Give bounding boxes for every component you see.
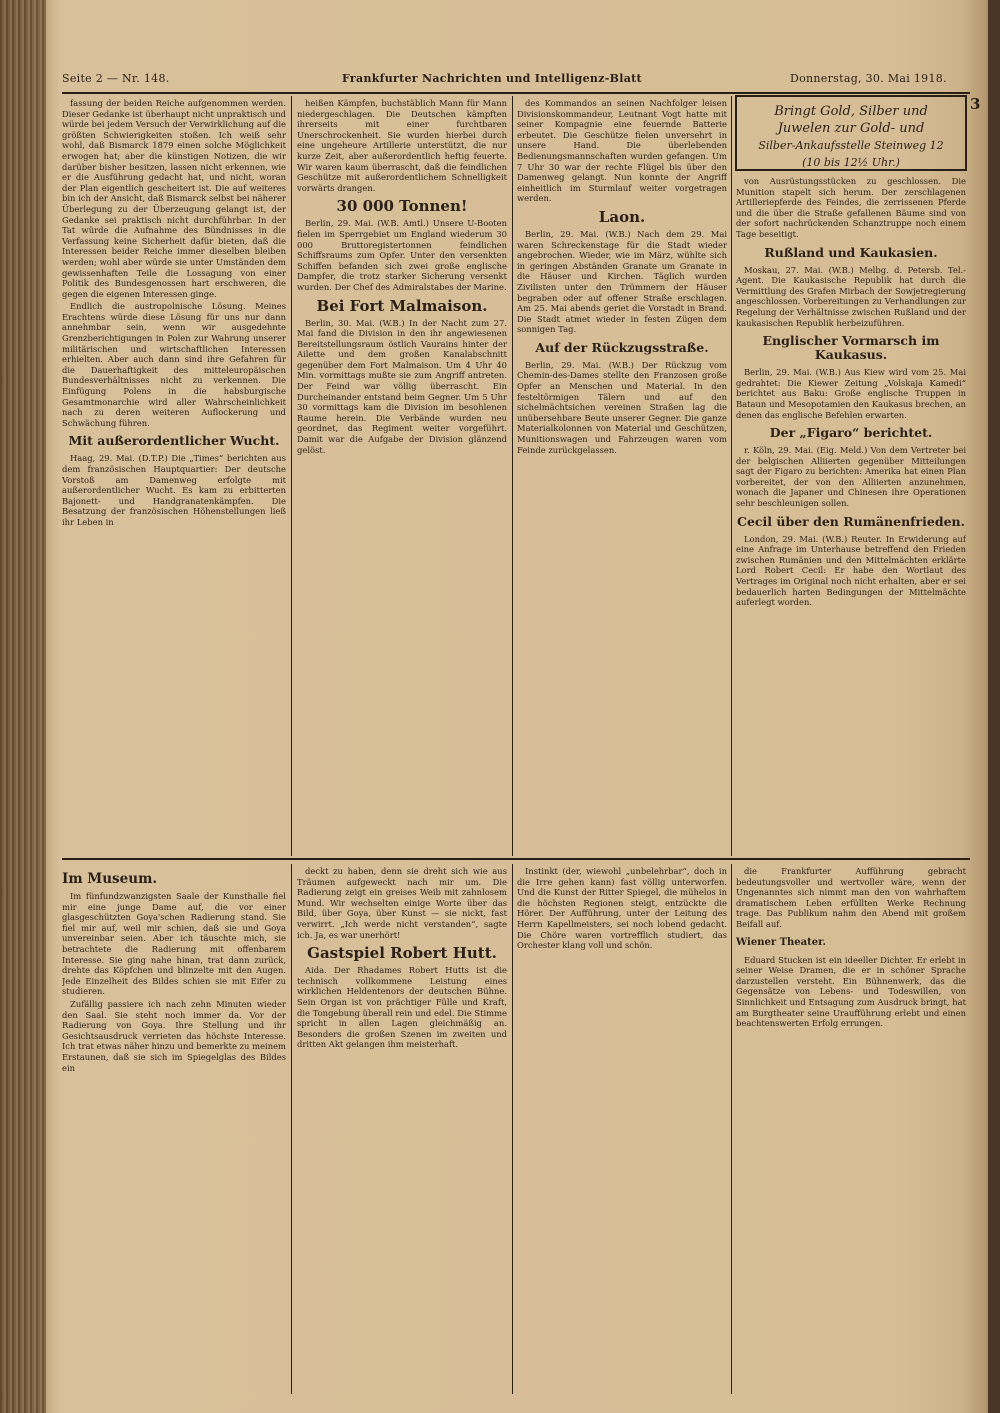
feuilleton-text: die Frankfurter Aufführung gebracht bedeutungsvoller und wertvoller wäre, wenn der Ungenanntes sich nimmt man den von wahrhaftem dramatischem Leben erfüllten Werke Rechnung trage. Das Publikum nahm den Abend mit großem Beifall auf. (736, 866, 966, 929)
column-3 (517, 98, 727, 854)
article-heading: 30 000 Tonnen! (336, 197, 468, 216)
ad-line: Bringt Gold, Silber und (774, 104, 928, 119)
feuilleton-rule (62, 858, 970, 860)
article-text: des Kommandos an seinen Nachfolger leisen Divisionskommandeur, Leutnant Vogt hatte mit seiner Kompagnie eine feuernde Batterie erbeutet. Die Geschütze fielen unversehrt in unsere Hand. Die überlebenden Bedienungsmannschaften wurden gefangen. Um 7 Uhr 30 war der rechte Flügel bis über den Damenweg gelangt. Nun konnte der Angriff einheitlich im Sturmlauf weiter vorgetragen werden. (517, 98, 727, 204)
feuilleton-text: Eduard Stucken ist ein ideeller Dichter. Er erlebt in seiner Weise Dramen, die er in schöner Sprache darzustellen versteht. Ein Bühnenwerk, das die Gegensätze von Lebens- und Todeswillen, von Sinnlichkeit und Entsagung zum Ausdruck bringt, hat am Burgtheater seine Uraufführung erlebt und einen beachtenswerten Erfolg errungen. (736, 954, 966, 1029)
column-rule (731, 864, 732, 1394)
page-right-edge (988, 0, 1000, 1413)
column-rule (731, 96, 732, 856)
column-2 (297, 98, 507, 854)
article-heading: Mit außerordentlicher Wucht. (68, 433, 280, 449)
article-heading: Laon. (598, 207, 646, 226)
article-text: r. Köln, 29. Mai. (Eig. Meld.) Von dem Vertreter bei der belgischen Alliierten gegenüber Mitteilungen sagt der Figaro zu berichten: Amerika hat einen Plan vorbereitet, der von den Alliierten anzunehmen, wonach die Japaner und Chinesen ihre Operationen sehr beschleunigen sollen. (736, 445, 966, 509)
feuilleton-text: Zufällig passiere ich nach zehn Minuten wieder den Saal. Sie steht noch immer da. Vor der Radierung von Goya. Ihre Stellung und ihr Gesichtsausdruck verrieten das höchste Interesse. Ich trat etwas näher hinzu und bemerkte zu meinem Erstaunen, daß sie sich im Spiegelglas des Bildes ein (62, 998, 286, 1073)
article-text: London, 29. Mai. (W.B.) Reuter. In Erwiderung auf eine Anfrage im Unterhause betreffend den Frieden zwischen Rumänien und den Mittelmächten erklärte Lord Robert Cecil: Er habe den Wortlaut des Vertrages im Original noch nicht erhalten, aber er sei bedauerlich harten Bedingungen der Mittelmächte auferlegt worden. (736, 533, 966, 608)
header-rule (62, 92, 970, 94)
feuilleton-column-4 (736, 866, 966, 1394)
article-heading: Auf der Rückzugsstraße. (535, 339, 709, 355)
feuilleton-heading: Im Museum. (62, 871, 158, 887)
article-text: Berlin, 29. Mai. (W.B.) Der Rückzug vom Chemin-des-Dames stellte den Franzosen große Opfer an Menschen und Material. In den festeltörmigen Tälern und auf den sichelmächtsichen vereinen Straßen lag die unübersehbare Beute unserer Gegner. Die ganze Materialkolonnen von Material und Geschützen, Munitionswagen und Fahrzeugen waren vom Feinde zurückgelassen. (517, 359, 727, 455)
article-heading: Rußland und Kaukasien. (764, 244, 938, 260)
gold-purchase-advertisement (735, 95, 967, 171)
feuilleton-text: deckt zu haben, denn sie dreht sich wie aus Träumen aufgeweckt nach mir um. Die Radierung zeigt ein greises Weib mit zahnlosem Mund. Wir wechselten einige Worte über das Bild, über Goya, über Kunst — sie nickt, fast verwirrt. „Ich werde nicht verstanden“, sagte ich. Ja, es war unerhört! (297, 866, 507, 940)
column-rule (512, 864, 513, 1394)
feuilleton-text: Aida. Der Rhadames Robert Hutts ist die technisch vollkommene Leistung eines wirklichen Heldentenors der deutschen Bühne. Sein Organ ist von prächtiger Fülle und Kraft, die Tongebung überall rein und edel. Die Stimme spricht in allen Lagen gleichmäßig an. Besonders die großen Szenen im zweiten und dritten Akt gelangen ihm meisterhaft. (297, 965, 507, 1050)
feuilleton-column-3 (517, 866, 727, 1394)
article-heading: Cecil über den Rumänenfrieden. (737, 513, 965, 529)
article-text: Moskau, 27. Mai. (W.B.) Melbg. d. Petersb. Tel.-Agent. Die Kaukasische Republik hat durch die Vermittlung des Grafen Mirbach der Sowjetregierung angeschlossen. Vorbereitungen zu Verhandlungen zur Regelung der Verhältnisse zwischen Rußland und der kaukasischen Republik herbeizuführen. (736, 264, 966, 328)
feuilleton-text: Im fünfundzwanzigsten Saale der Kunsthalle fiel mir eine junge Dame auf, die vor einer glasgeschützten Goya'schen Radierung stand. Sie fiel mir auf, weil mir schien, daß sie und Goya unvereinbar seien. Aber ich täuschte mich, sie betrachtete die Radierung mit offenbarem Interesse. Sie ging nahe hinan, trat dann zurück, drehte das Köpfchen und blinzelte mit den Augen. Jede Einzelheit des Bildes schien sie mit Eifer zu studieren. (62, 891, 286, 997)
article-text: Berlin, 30. Mai. (W.B.) In der Nacht zum 27. Mai fand die Division in den ihr angewiesenen Bereitstellungsraum östlich Vaurains hinter der Ailette und dem großen Kanalabschnitt gegenüber dem Fort Malmaison. Um 4 Uhr 40 Min. vormittags mußte sie zum Angriff antreten. Der Feind war völlig überrascht. Ein Durcheinander entstand beim Gegner. Um 5 Uhr 30 vormittags kam die Division im besohlenen Raume herein. Die Verbände wurden neu geordnet, das Regiment weiter vorgeführt. Damit war die Aufgabe der Division glänzend gelöst. (297, 317, 507, 455)
column-rule (291, 864, 292, 1394)
article-text: Berlin, 29. Mai. (W.B. Amtl.) Unsere U-Booten fielen im Sperrgebiet um England wiederum 30 000 Bruttoregistertonnen feindlichen Schiffsraums zum Opfer. Unter den versenkten Schiffen befanden sich zwei große englische Dampfer, die trotz starker Sicherung versenkt wurden. Der Chef des Admiralstabes der Marine. (297, 218, 507, 292)
article-text: von Ausrüstungsstücken zu geschlossen. Die Munition stapelt sich herum. Der zerschlagenen Artilleriepferde des Feindes, die zerrissenen Pferde und die über die Straße gefallenen Bäume sind von der sofort nachrückenden Schanztruppe noch einem Tage beseitigt. (736, 176, 966, 239)
book-binding (0, 0, 46, 1413)
article-text: Haag, 29. Mai. (D.T.P.) Die „Times“ berichten aus dem französischen Hauptquartier: Der deutsche Vorstoß am Damenweg erfolgte mit außerordentlicher Wucht. Es kam zu erbitterten Bajonett- und Handgranatenkämpfen. Die Besatzung der französischen Höhenstellungen ließ ihr Leben in (62, 453, 286, 527)
feuilleton-column-1 (62, 866, 286, 1394)
article-text: fassung der beiden Reiche aufgenommen werden. Dieser Gedanke ist überhaupt nicht unpraktisch und würde bei jedem Versuch der Verwirklichung auf die größten Schwierigkeiten stoßen. Ich weiß sehr wohl, daß Bismarck 1879 einen solche Möglichkeit erwogen hat; aber die künstigen Notizen, die wir darüber bisher besitzen, lassen nicht erkennen, wie er die Ausführung gedacht hat, und nicht, woran der Plan eigentlich gescheitert ist. Die auf weiteres bin ich der Ansicht, daß Bismarck selbst bei näherer Überlegung zu der Überzeugung gelangt ist, der Gedanke sei praktisch nicht durchführbar. In der Tat würde die Aufnahme des Bündnisses in die Verfassung keine Sicherheit dafür bieten, daß die Interessen beider Reiche immer dieselben bleiben werden; wohl aber würde sie unter Umständen dem gewissenhaften Teile die Lossagung von einer Politik des Bundesgenossen hart erschweren, die gegen die eigenen Interessen ginge. (62, 98, 286, 299)
ad-line: Juwelen zur Gold- und (777, 121, 925, 136)
article-text: heißen Kämpfen, buchstäblich Mann für Mann niedergeschlagen. Die Deutschen kämpften ihrerseits mit einer furchtbaren Unerschrockenheit. Sie wurden hierbei durch eine ungeheure Artillerie unterstützt, die nur kurze Zeit, aber außerordentlich heftig feuerte. Wir waren kaum überrascht, daß die feindlichen Geschütze mit außerordentlichem Schnelligkeit vorwärts drangen. (297, 98, 507, 193)
article-heading: Bei Fort Malmaison. (316, 296, 488, 315)
feuilleton-heading: Gastspiel Robert Hutt. (307, 944, 497, 963)
adjacent-page-fragment: 3 (970, 95, 981, 113)
article-text: Berlin, 29. Mai. (W.B.) Nach dem 29. Mai waren Schreckenstage für die Stadt wieder angebrochen. Wieder, wie im März, wühlte sich in geringen Abständen Granate um Granate in die Häuser und Kirchen. Täglich wurden Zivilisten unter den Trümmern der Häuser begraben oder auf offener Straße erschlagen. Am 25. Mai abends geriet die Vorstadt in Brand. Die Stadt atmet wieder in festen Zügen dem sonnigen Tag. (517, 228, 727, 335)
article-heading: Der „Figaro“ berichtet. (769, 425, 933, 441)
article-text: Berlin, 29. Mai. (W.B.) Aus Kiew wird vom 25. Mai gedrahtet: Die Kiewer Zeitung „Volskaja Kamedi“ berichtet aus Baku: Große englische Truppen in Bataun und Mesopotamien den Kaukasus brechen, an denen das englische Befehlen erwarten. (736, 367, 966, 420)
ad-line: Silber-Ankaufsstelle Steinweg 12 (758, 139, 944, 152)
header-date: Donnerstag, 30. Mai 1918. (790, 72, 947, 85)
feuilleton-column-2 (297, 866, 507, 1394)
column-1 (62, 98, 286, 854)
ad-line: (10 bis 12½ Uhr.) (802, 156, 900, 169)
page-header (62, 68, 962, 90)
article-text: Endlich die austropolnische Lösung. Meines Erachtens würde diese Lösung für uns nur dann annehmbar sein, wenn wir ausgedehnte Grenzberichtigungen in Polen zur Wahrung unserer militärischen und wirtschaftlichen Interessen erhielten. Aber auch dann sind ihre Gefahren für die Dauerhaftigkeit des mitteleuropäischen Bundesverhältnisses nicht zu verkennen. Die Einfügung Polens in die habsburgische Gesamtmonarchie wird aller Wahrscheinlichkeit nach zu deren weiteren Auflockerung und Schwächung führen. (62, 301, 286, 428)
feuilleton-text: Instinkt (der, wiewohl „unbelehrbar“, doch in die Irre gehen kann) fast völlig unterworfen. Und die Kunst der Ritter Spiegel, die mühelos in die höchsten Regionen steigt, entzückte die Hörer. Der Aufführung, unter der Leitung des Herrn Kapellmeisters, sei noch lobend gedacht. Die Chöre waren vortrefflich studiert, das Orchester klang voll und schön. (517, 866, 727, 951)
column-rule (512, 96, 513, 856)
column-4 (736, 176, 966, 854)
column-rule (291, 96, 292, 856)
article-heading: Englischer Vormarsch im Kaukasus. (762, 333, 940, 363)
header-masthead: Frankfurter Nachrichten und Intelligenz-Blatt (342, 72, 642, 85)
feuilleton-heading: Wiener Theater. (736, 936, 826, 948)
header-page-number: Seite 2 — Nr. 148. (62, 72, 170, 85)
